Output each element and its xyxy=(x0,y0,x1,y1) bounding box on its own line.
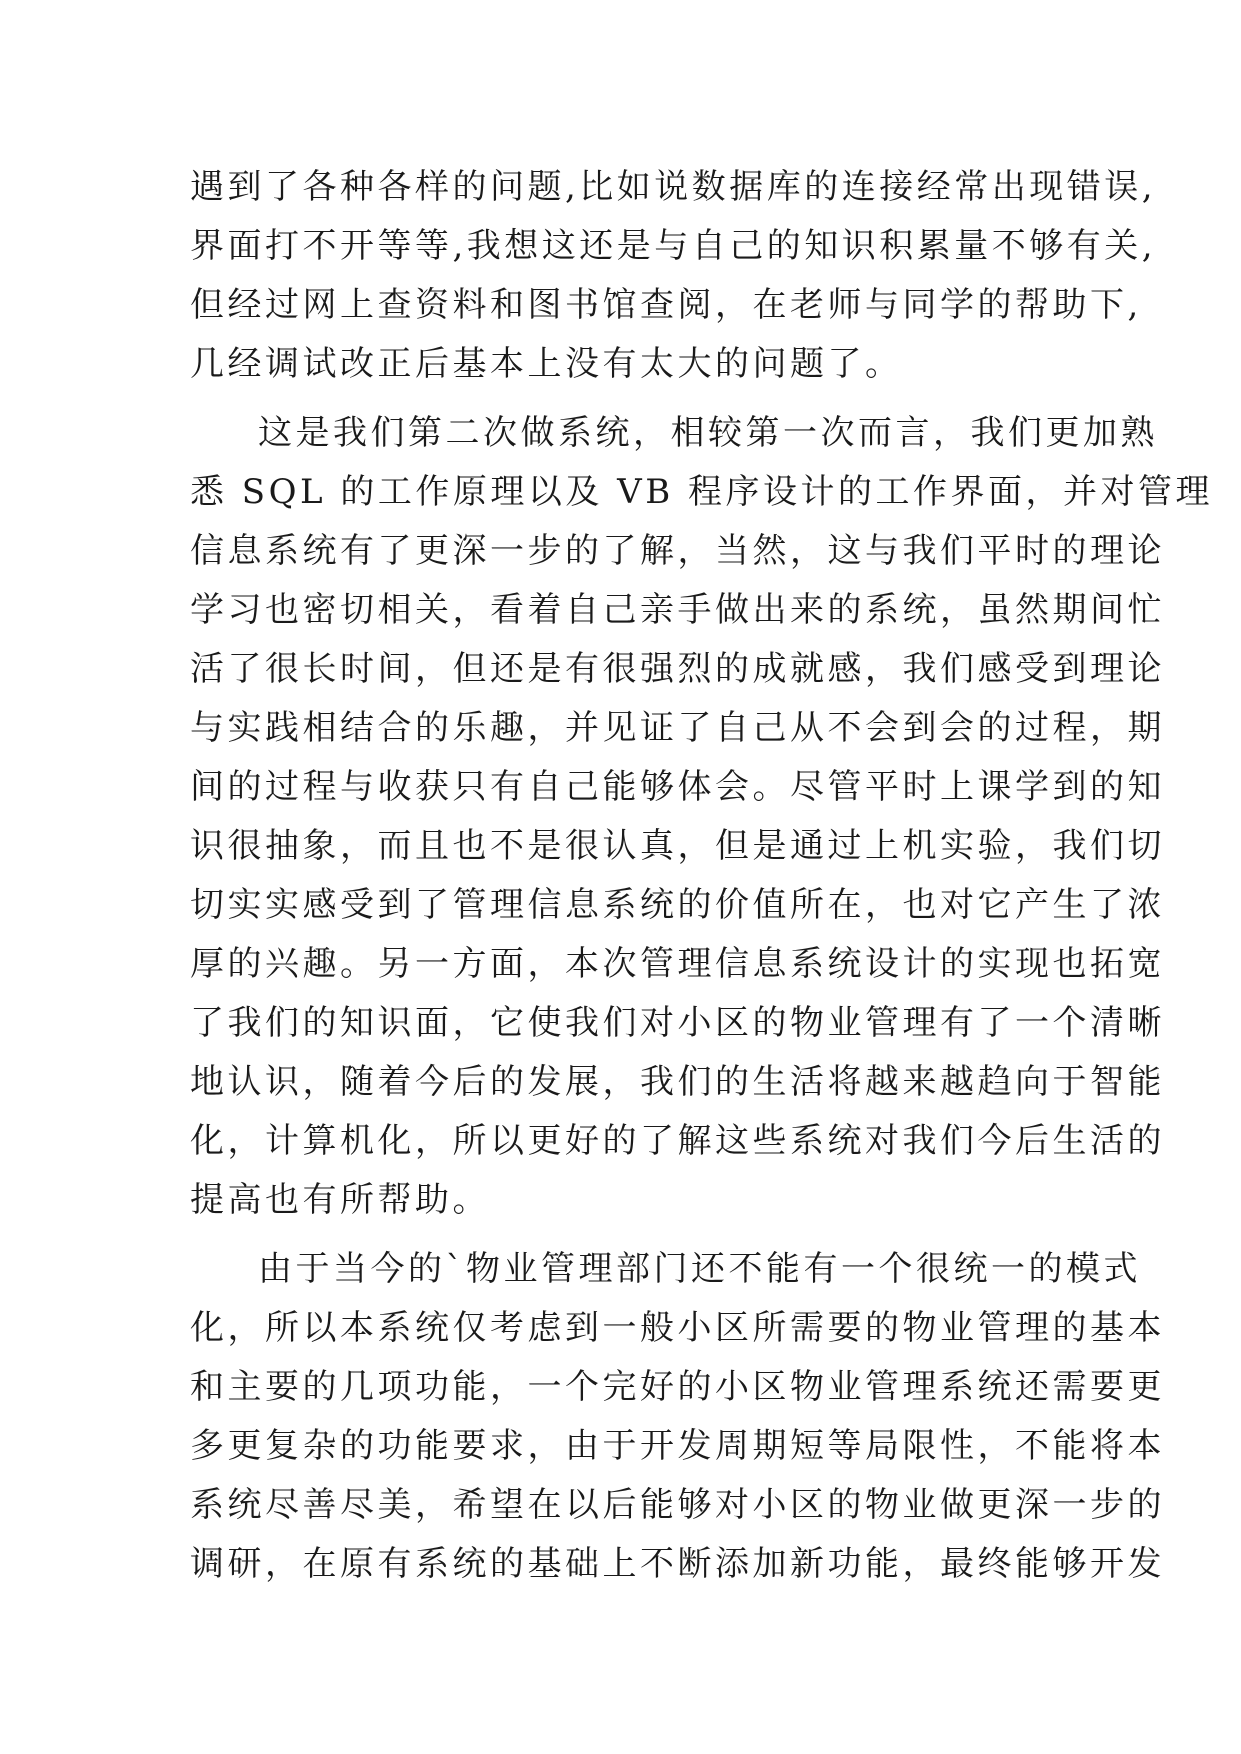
text-line: 地认识，随着今后的发展，我们的生活将越来越趋向于智能 xyxy=(190,1062,1165,1102)
text-line: 与实践相结合的乐趣，并见证了自己从不会到会的过程，期 xyxy=(190,708,1165,748)
text-line: 遇到了各种各样的问题,比如说数据库的连接经常出现错误, xyxy=(190,167,1157,207)
paragraph-1 xyxy=(190,158,1157,394)
text-line: 学习也密切相关，看着自己亲手做出来的系统，虽然期间忙 xyxy=(190,590,1165,630)
document-body xyxy=(190,158,1214,1594)
text-line: 和主要的几项功能，一个完好的小区物业管理系统还需要更 xyxy=(190,1367,1165,1407)
text-line: 切实实感受到了管理信息系统的价值所在，也对它产生了浓 xyxy=(190,885,1165,925)
text-line: 化，计算机化，所以更好的了解这些系统对我们今后生活的 xyxy=(190,1121,1165,1161)
paragraph-2 xyxy=(190,404,1214,1230)
text-line: 由于当今的`物业管理部门还不能有一个很统一的模式 xyxy=(258,1249,1141,1289)
text-line: 提高也有所帮助。 xyxy=(190,1180,490,1220)
text-line: 调研，在原有系统的基础上不断添加新功能，最终能够开发 xyxy=(190,1544,1165,1584)
text-line: 但经过网上查资料和图书馆查阅，在老师与同学的帮助下, xyxy=(190,285,1142,325)
text-line: 间的过程与收获只有自己能够体会。尽管平时上课学到的知 xyxy=(190,767,1165,807)
paragraph-3 xyxy=(190,1240,1165,1594)
text-line: 这是我们第二次做系统，相较第一次而言，我们更加熟 xyxy=(258,413,1158,453)
text-line: 信息系统有了更深一步的了解，当然，这与我们平时的理论 xyxy=(190,531,1165,571)
text-line: 悉 SQL 的工作原理以及 VB 程序设计的工作界面，并对管理 xyxy=(190,472,1214,512)
text-line: 多更复杂的功能要求，由于开发周期短等局限性，不能将本 xyxy=(190,1426,1165,1466)
text-line: 了我们的知识面，它使我们对小区的物业管理有了一个清晰 xyxy=(190,1003,1165,1043)
text-line: 几经调试改正后基本上没有太大的问题了。 xyxy=(190,344,903,384)
text-line: 化，所以本系统仅考虑到一般小区所需要的物业管理的基本 xyxy=(190,1308,1165,1348)
text-line: 厚的兴趣。另一方面，本次管理信息系统设计的实现也拓宽 xyxy=(190,944,1165,984)
text-line: 系统尽善尽美，希望在以后能够对小区的物业做更深一步的 xyxy=(190,1485,1165,1525)
text-line: 活了很长时间，但还是有很强烈的成就感，我们感受到理论 xyxy=(190,649,1165,689)
text-line: 识很抽象，而且也不是很认真，但是通过上机实验，我们切 xyxy=(190,826,1165,866)
text-line: 界面打不开等等,我想这还是与自己的知识积累量不够有关, xyxy=(190,226,1157,266)
